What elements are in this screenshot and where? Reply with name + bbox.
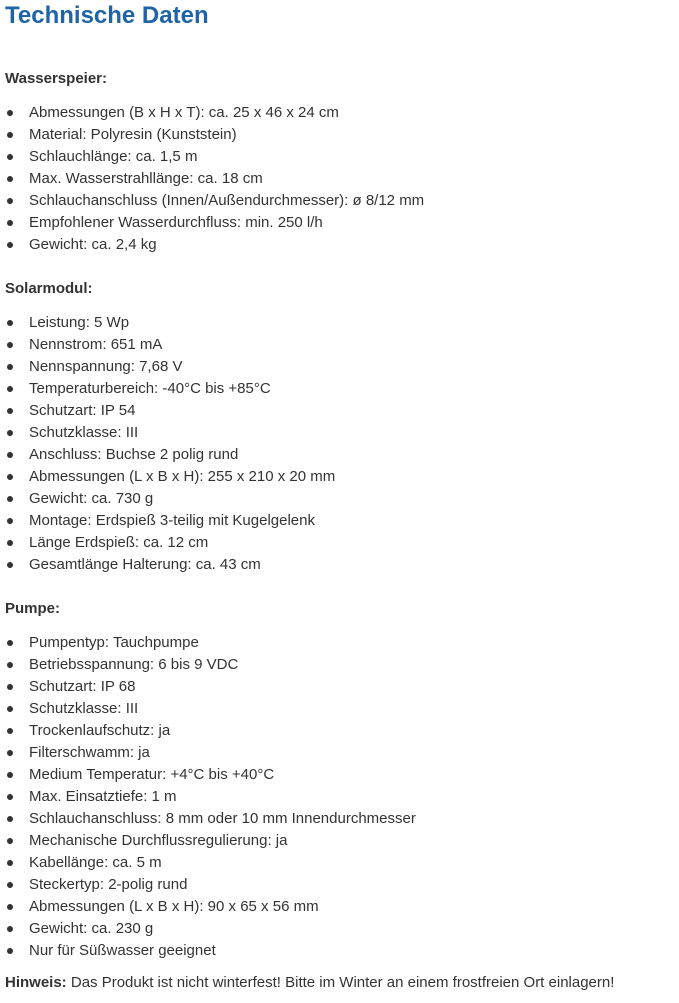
bullet-icon: [7, 474, 13, 480]
list-item-text: Kabellänge: ca. 5 m: [29, 854, 162, 871]
list-item: [5, 444, 679, 466]
list-item-text: Schutzklasse: III: [29, 424, 139, 441]
bullet-icon: [7, 816, 13, 822]
bullet-icon: [7, 684, 13, 690]
bullet-icon: [7, 110, 13, 116]
list-item-text: Gesamtlänge Halterung: ca. 43 cm: [29, 556, 261, 573]
list-item-text: Leistung: 5 Wp: [29, 314, 130, 331]
list-item: [5, 102, 679, 124]
bullet-icon: [7, 540, 13, 546]
list-item: [5, 940, 679, 962]
section-heading-pumpe: Pumpe:: [5, 600, 61, 617]
list-item-text: Schlauchlänge: ca. 1,5 m: [29, 148, 198, 165]
list-item-text: Mechanische Durchflussregulierung: ja: [29, 832, 288, 849]
list-item: [5, 190, 679, 212]
list-item: [5, 488, 679, 510]
bullet-icon: [7, 176, 13, 182]
note-text: Das Produkt ist nicht winterfest! Bitte im Winter an einem frostfreien Ort einlagern!: [66, 974, 615, 991]
list-item: [5, 896, 679, 918]
bullet-icon: [7, 452, 13, 458]
list-item-text: Schutzart: IP 54: [29, 402, 136, 419]
list-item-text: Anschluss: Buchse 2 polig rund: [29, 446, 239, 463]
list-item: [5, 378, 679, 400]
list-item: [5, 554, 679, 576]
list-item-text: Temperaturbereich: -40°C bis +85°C: [29, 380, 271, 397]
spec-list-solarmodul: [5, 312, 679, 576]
spec-list-wasserspeier: [5, 102, 679, 256]
list-item-text: Schlauchanschluss: 8 mm oder 10 mm Innendurchmesser: [29, 810, 416, 827]
bullet-icon: [7, 750, 13, 756]
bullet-icon: [7, 882, 13, 888]
list-item-text: Gewicht: ca. 230 g: [29, 920, 154, 937]
list-item-text: Schlauchanschluss (Innen/Außendurchmesser): ø 8/12 mm: [29, 192, 425, 209]
list-item-text: Betriebsspannung: 6 bis 9 VDC: [29, 656, 239, 673]
bullet-icon: [7, 838, 13, 844]
list-item-text: Trockenlaufschutz: ja: [29, 722, 171, 739]
bullet-icon: [7, 640, 13, 646]
bullet-icon: [7, 408, 13, 414]
list-item-text: Max. Einsatztiefe: 1 m: [29, 788, 177, 805]
list-item: [5, 532, 679, 554]
list-item-text: Nennspannung: 7,68 V: [29, 358, 183, 375]
bullet-icon: [7, 132, 13, 138]
list-item: [5, 400, 679, 422]
bullet-icon: [7, 926, 13, 932]
section-heading-solarmodul: Solarmodul:: [5, 280, 93, 297]
list-item-text: Schutzart: IP 68: [29, 678, 136, 695]
list-item: [5, 874, 679, 896]
list-item-text: Max. Wasserstrahllänge: ca. 18 cm: [29, 170, 263, 187]
list-item: [5, 808, 679, 830]
bullet-icon: [7, 904, 13, 910]
list-item: [5, 510, 679, 532]
list-item: [5, 466, 679, 488]
list-item-text: Nennstrom: 651 mA: [29, 336, 163, 353]
list-item-text: Pumpentyp: Tauchpumpe: [29, 634, 199, 651]
list-item: [5, 422, 679, 444]
list-item: [5, 742, 679, 764]
bullet-icon: [7, 772, 13, 778]
list-item: [5, 212, 679, 234]
list-item-text: Schutzklasse: III: [29, 700, 139, 717]
list-item: [5, 632, 679, 654]
list-item: [5, 918, 679, 940]
list-item-text: Gewicht: ca. 2,4 kg: [29, 236, 157, 253]
list-item: [5, 146, 679, 168]
note-paragraph: [5, 973, 679, 993]
list-item: [5, 786, 679, 808]
list-item-text: Filterschwamm: ja: [29, 744, 150, 761]
bullet-icon: [7, 662, 13, 668]
bullet-icon: [7, 518, 13, 524]
bullet-icon: [7, 220, 13, 226]
list-item-text: Abmessungen (L x B x H): 90 x 65 x 56 mm: [29, 898, 319, 915]
list-item-text: Abmessungen (B x H x T): ca. 25 x 46 x 24 cm: [29, 104, 339, 121]
bullet-icon: [7, 728, 13, 734]
bullet-icon: [7, 706, 13, 712]
bullet-icon: [7, 860, 13, 866]
list-item-text: Steckertyp: 2-polig rund: [29, 876, 188, 893]
list-item: [5, 764, 679, 786]
bullet-icon: [7, 242, 13, 248]
list-item: [5, 676, 679, 698]
bullet-icon: [7, 794, 13, 800]
section-heading-wasserspeier: Wasserspeier:: [5, 70, 107, 87]
list-item: [5, 830, 679, 852]
bullet-icon: [7, 562, 13, 568]
list-item: [5, 654, 679, 676]
list-item-text: Abmessungen (L x B x H): 255 x 210 x 20 mm: [29, 468, 336, 485]
bullet-icon: [7, 496, 13, 502]
list-item-text: Nur für Süßwasser geeignet: [29, 942, 216, 959]
list-item: [5, 356, 679, 378]
list-item-text: Montage: Erdspieß 3-teilig mit Kugelgelenk: [29, 512, 315, 529]
list-item: [5, 312, 679, 334]
list-item: [5, 124, 679, 146]
list-item-text: Empfohlener Wasserdurchfluss: min. 250 l/h: [29, 214, 323, 231]
bullet-icon: [7, 154, 13, 160]
list-item-text: Länge Erdspieß: ca. 12 cm: [29, 534, 209, 551]
note-label: Hinweis:: [5, 974, 67, 991]
list-item: [5, 334, 679, 356]
list-item-text: Medium Temperatur: +4°C bis +40°C: [29, 766, 275, 783]
bullet-icon: [7, 364, 13, 370]
list-item-text: Gewicht: ca. 730 g: [29, 490, 154, 507]
bullet-icon: [7, 320, 13, 326]
bullet-icon: [7, 342, 13, 348]
list-item: [5, 852, 679, 874]
list-item: [5, 698, 679, 720]
bullet-icon: [7, 430, 13, 436]
list-item: [5, 720, 679, 742]
list-item: [5, 234, 679, 256]
bullet-icon: [7, 386, 13, 392]
list-item-text: Material: Polyresin (Kunststein): [29, 126, 237, 143]
spec-list-pumpe: [5, 632, 679, 962]
page-title: Technische Daten: [5, 2, 209, 29]
bullet-icon: [7, 198, 13, 204]
bullet-icon: [7, 948, 13, 954]
list-item: [5, 168, 679, 190]
